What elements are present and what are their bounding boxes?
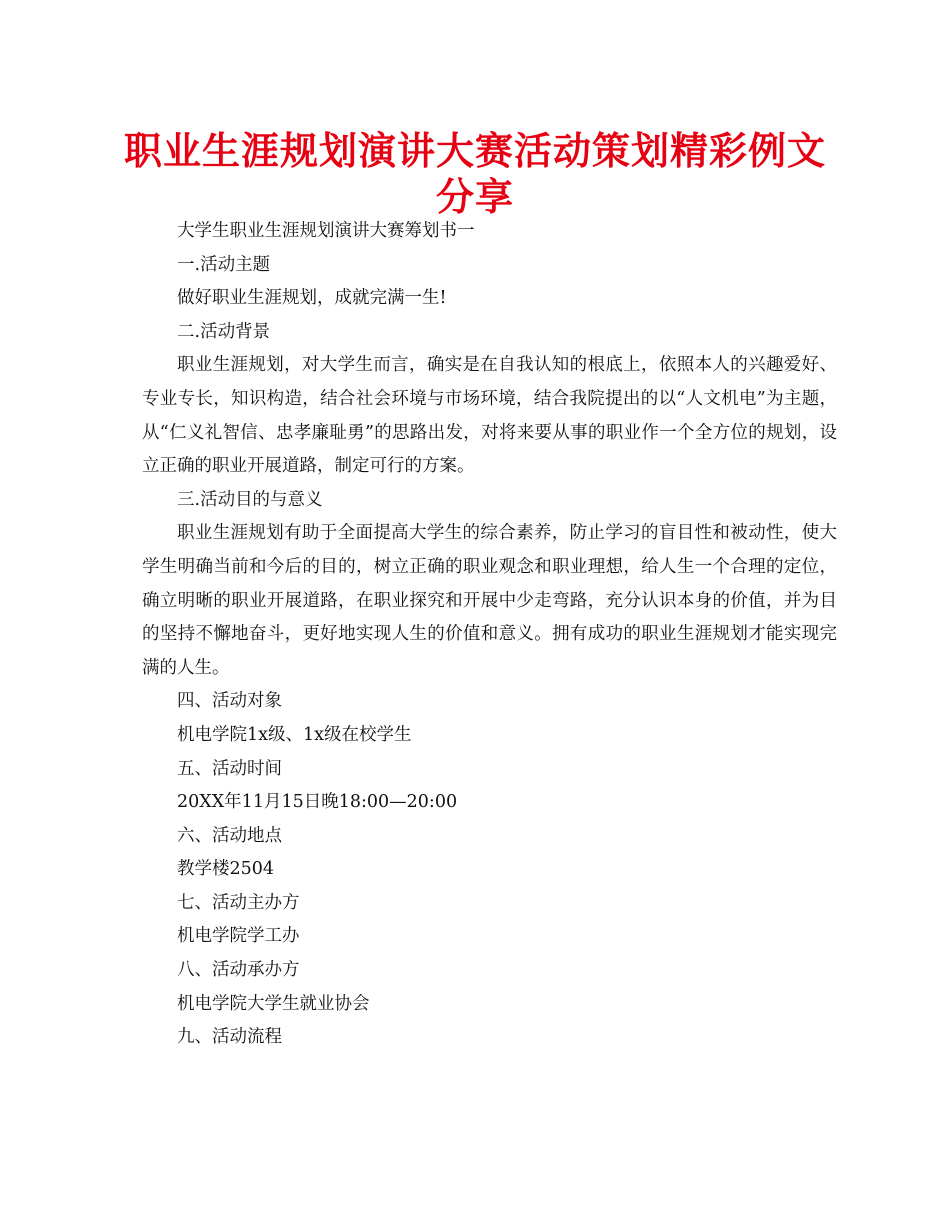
paragraph-activity-organizer: 机电学院大学生就业协会 [177, 993, 370, 1014]
heading-activity-target: 四、活动对象 [177, 691, 282, 712]
heading-activity-time: 五、活动时间 [177, 758, 282, 779]
paragraph-activity-host: 机电学院学工办 [177, 926, 300, 947]
heading-activity-background: 二.活动背景 [177, 321, 271, 342]
paragraph-activity-target: 机电学院1x级、1x级在校学生 [177, 724, 412, 745]
paragraph-activity-purpose: 职业生涯规划有助于全面提高大学生的综合素养，防止学习的盲目性和被动性，使大学生明确当前和今后的目的，树立正确的职业观念和职业理想，给人生一个合理的定位，确立明晰的职业开展道路，在职业探究和开展中少走弯路，充分认识本身的价值，并为目的坚持不懈地奋斗，更好地实现人生的价值和意义。拥有成功的职业生涯规划才能实现完满的人生。 [142, 523, 837, 678]
heading-activity-host: 七、活动主办方 [177, 892, 300, 913]
paragraph-activity-time: 20XX年11月15日晚18:00—20:00 [177, 792, 458, 813]
document-body [142, 215, 837, 1055]
heading-activity-purpose: 三.活动目的与意义 [177, 489, 323, 510]
heading-activity-location: 六、活动地点 [177, 825, 282, 846]
heading-activity-theme: 一.活动主题 [177, 254, 271, 275]
paragraph-activity-background: 职业生涯规划，对大学生而言，确实是在自我认知的根底上，依照本人的兴趣爱好、专业专长，知识构造，结合社会环境与市场环境，结合我院提出的以“人文机电”为主题，从“仁义礼智信、忠孝廉耻勇”的思路出发，对将来要从事的职业作一个全方位的规划，设立正确的职业开展道路，制定可行的方案。 [142, 355, 837, 477]
document-title: 职业生涯规划演讲大赛活动策划精彩例文分享 [123, 129, 826, 219]
paragraph-activity-location: 教学楼2504 [177, 859, 275, 880]
paragraph-subtitle: 大学生职业生涯规划演讲大赛筹划书一 [177, 221, 475, 241]
heading-activity-process: 九、活动流程 [177, 1027, 282, 1048]
paragraph-activity-theme: 做好职业生涯规划，成就完满一生! [177, 288, 447, 309]
heading-activity-organizer: 八、活动承办方 [177, 960, 300, 981]
